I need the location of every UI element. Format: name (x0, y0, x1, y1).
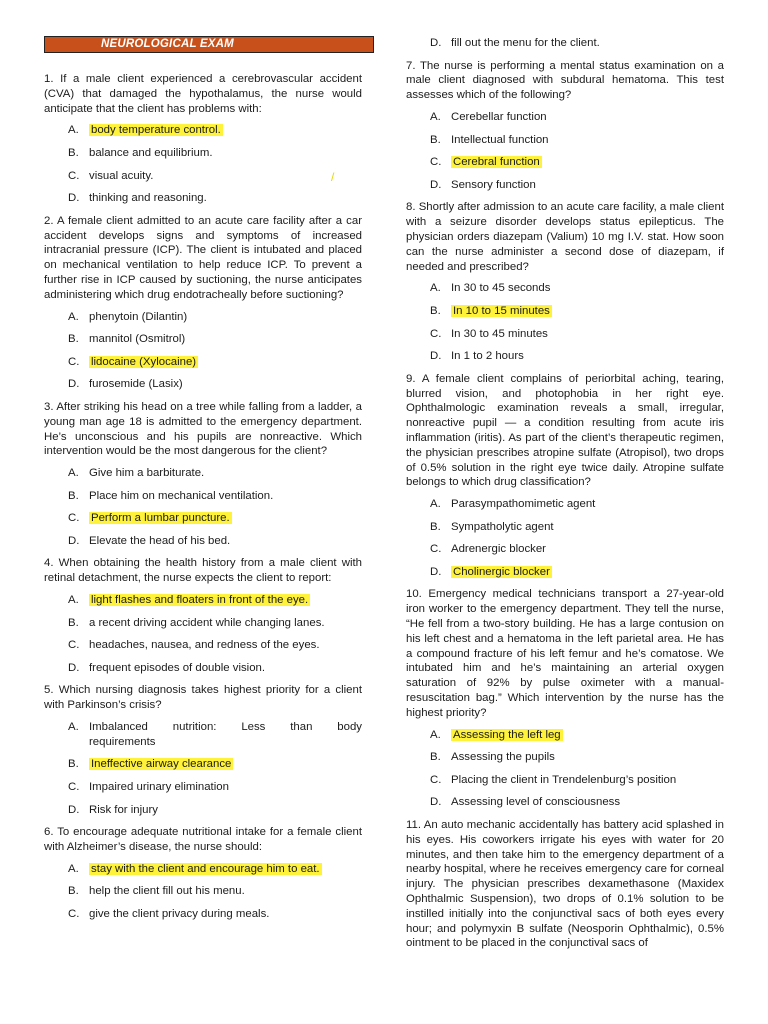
highlighted-answer: Perform a lumbar puncture. (91, 512, 230, 525)
answer-option (44, 489, 362, 504)
answer-option (44, 169, 362, 184)
option-text: fill out the menu for the client. (451, 37, 600, 49)
question-4-options (44, 593, 362, 676)
option-letter: D. (68, 803, 80, 816)
answer-option (44, 757, 362, 772)
option-text: Give him a barbiturate. (89, 467, 205, 480)
answer-option (44, 332, 362, 347)
answer-option (406, 304, 724, 319)
option-text-line-1: Imbalanced nutrition: Less than body (89, 721, 362, 734)
question-6-options-continued (406, 36, 724, 51)
option-text: visual acuity. (89, 169, 154, 182)
option-letter: C. (430, 773, 442, 786)
option-letter: C. (68, 639, 80, 652)
answer-option (44, 310, 362, 325)
highlighted-answer: body temperature control. (91, 124, 221, 137)
answer-option (406, 795, 724, 810)
answer-option (44, 534, 362, 549)
option-letter: C. (68, 169, 80, 182)
question-8-options (406, 281, 724, 364)
question-8: 8. Shortly after admission to an acute care facility, a male client with a seizure disorder develops status epilepticus. The physician orders diazepam (Valium) 10 mg I.V. stat. How soon can the nurse administer a second dose of diazepam, if needed and prescribed? (406, 201, 724, 273)
option-letter: B. (68, 489, 79, 502)
option-letter: B. (68, 885, 79, 898)
option-text: Risk for injury (89, 803, 158, 816)
highlighted-answer: stay with the client and encourage him to eat. (91, 862, 320, 875)
option-letter: B. (68, 333, 79, 346)
question-5-options (44, 720, 362, 817)
option-text: Placing the client in Trendelenburg’s position (451, 773, 677, 786)
question-9: 9. A female client complains of periorbital aching, tearing, blurred vision, and photophobia in her right eye. Ophthalmologic examination reveals a small, irregular, nonreactive pupil — a condition resulting from acute iris inflammation (iritis). As part of the client’s therapeutic regimen, the physician prescribes atropine sulfate (Atropisol), two drops of 0.5% solution in the right eye twice daily. Atropine sulfate belongs to which drug classification? (406, 372, 724, 489)
option-text: Cerebellar function (451, 110, 547, 123)
answer-option (406, 133, 724, 148)
option-letter: B. (430, 751, 441, 764)
option-letter: C. (68, 512, 80, 525)
option-letter: B. (430, 520, 441, 533)
question-2-options (44, 310, 362, 393)
answer-option (406, 178, 724, 193)
answer-option (406, 281, 724, 296)
question-10: 10. Emergency medical technicians transport a 27-year-old iron worker to the emergency department. They tell the nurse, “He fell from a two-story building. He has a large contusion on his left chest and a hematoma in the left parietal area. He has a compound fracture of his left femur and he’s comatose. We intubated him and he’s maintaining an arterial oxygen saturation of 92% by pulse oximeter with a manual-resuscitation bag.” Which intervention by the nurse has the highest priority? (406, 588, 724, 719)
answer-option (44, 661, 362, 676)
option-letter: D. (430, 565, 442, 578)
option-text: give the client privacy during meals. (89, 908, 270, 920)
option-text: Assessing the pupils (451, 751, 555, 764)
option-letter: D. (430, 796, 442, 809)
option-text: Place him on mechanical ventilation. (89, 489, 274, 502)
answer-option (44, 123, 362, 138)
answer-option (406, 497, 724, 512)
option-text: balance and equilibrium. (89, 146, 213, 159)
answer-option (406, 750, 724, 765)
option-text-line-2: requirements (89, 735, 156, 748)
question-2: 2. A female client admitted to an acute care facility after a car accident develops signs and symptoms of increased intracranial pressure (ICP). The client is intubated and placed on mechanical ventilation to help reduce ICP. To prevent a further rise in ICP caused by suctioning, the nurse anticipates administering which drug endotracheally before suctioning? (44, 214, 362, 301)
question-1-options (44, 123, 362, 206)
option-letter: C. (430, 327, 442, 340)
question-3: 3. After striking his head on a tree while falling from a ladder, a young man age 18 is admitted to the emergency department. He’s unconscious and his pupils are nonreactive. Which intervention would be the most dangerous for the client? (44, 400, 362, 458)
answer-option (406, 36, 724, 51)
option-text: frequent episodes of double vision. (89, 661, 266, 674)
answer-option (406, 565, 724, 580)
option-letter: A. (68, 310, 79, 323)
stray-pen-mark: / (331, 170, 335, 184)
answer-option (406, 110, 724, 125)
answer-option (44, 593, 362, 608)
option-letter: C. (430, 543, 442, 556)
option-letter: B. (68, 146, 79, 159)
option-letter: A. (68, 862, 79, 875)
option-letter: C. (68, 781, 80, 794)
option-letter: B. (68, 616, 79, 629)
answer-option (44, 616, 362, 631)
answer-option (44, 355, 362, 370)
page-title: NEUROLOGICAL EXAM (44, 36, 374, 53)
option-letter: D. (430, 350, 442, 363)
option-text: In 30 to 45 seconds (451, 282, 551, 295)
option-text: Impaired urinary elimination (89, 781, 229, 794)
option-letter: C. (430, 156, 442, 169)
question-7: 7. The nurse is performing a mental status examination on a male client diagnosed with subdural hematoma. This test assesses which of the following? (406, 59, 724, 102)
left-column (44, 36, 362, 930)
answer-option (406, 728, 724, 743)
question-7-options (406, 110, 724, 193)
option-letter: B. (68, 758, 79, 771)
option-letter: D. (68, 534, 80, 547)
question-6-options (44, 862, 362, 922)
highlighted-answer: Cerebral function (453, 156, 540, 169)
option-letter: D. (68, 378, 80, 391)
option-letter: D. (68, 661, 80, 674)
answer-option (44, 720, 362, 750)
answer-option (44, 803, 362, 818)
option-letter: D. (68, 192, 80, 205)
option-letter: D. (430, 37, 442, 49)
answer-option (44, 466, 362, 481)
option-letter: B. (430, 133, 441, 146)
option-letter: C. (68, 355, 80, 368)
question-5: 5. Which nursing diagnosis takes highest priority for a client with Parkinson’s crisis? (44, 684, 362, 712)
option-text: mannitol (Osmitrol) (89, 333, 186, 346)
option-text: help the client fill out his menu. (89, 885, 245, 898)
option-text: thinking and reasoning. (89, 192, 207, 205)
option-text: Assessing level of consciousness (451, 796, 621, 809)
option-text: Intellectual function (451, 133, 549, 146)
answer-option (44, 377, 362, 392)
option-text: Adrenergic blocker (451, 543, 546, 556)
answer-option (44, 191, 362, 206)
option-letter: B. (430, 304, 441, 317)
option-text: In 1 to 2 hours (451, 350, 524, 363)
option-text: Parasympathomimetic agent (451, 498, 596, 511)
highlighted-answer: lidocaine (Xylocaine) (91, 355, 197, 368)
highlighted-answer: In 10 to 15 minutes (453, 304, 550, 317)
option-letter: A. (68, 124, 79, 137)
answer-option (406, 349, 724, 364)
question-1: 1. If a male client experienced a cerebrovascular accident (CVA) that damaged the hypothalamus, the nurse would anticipate that the client has problems with: (44, 73, 362, 115)
option-letter: C. (68, 908, 80, 920)
answer-option (44, 638, 362, 653)
answer-option (406, 542, 724, 557)
option-text: a recent driving accident while changing lanes. (89, 616, 325, 629)
highlighted-answer: light flashes and floaters in front of the eye. (91, 594, 309, 607)
question-4: 4. When obtaining the health history from a male client with retinal detachment, the nurse expects the client to report: (44, 557, 362, 585)
question-10-options (406, 728, 724, 811)
highlighted-answer: Ineffective airway clearance (91, 758, 232, 771)
highlighted-answer: Assessing the left leg (453, 728, 561, 741)
highlighted-answer: Cholinergic blocker (453, 565, 550, 578)
right-column (406, 36, 724, 958)
answer-option (44, 511, 362, 526)
answer-option (44, 862, 362, 877)
answer-option (44, 780, 362, 795)
option-text: Sensory function (451, 178, 536, 191)
answer-option (406, 155, 724, 170)
answer-option (44, 907, 362, 922)
question-3-options (44, 466, 362, 549)
answer-option (406, 327, 724, 342)
option-letter: A. (68, 594, 79, 607)
option-letter: A. (430, 728, 441, 741)
option-letter: A. (68, 467, 79, 480)
option-letter: A. (430, 282, 441, 295)
answer-option (44, 884, 362, 899)
option-text: phenytoin (Dilantin) (89, 310, 188, 323)
option-letter: A. (68, 721, 79, 734)
question-11: 11. An auto mechanic accidentally has battery acid splashed in his eyes. His coworkers irrigate his eyes with water for 20 minutes, and then take him to the emergency department of a nearby hospital, where he receives emergency care for corneal injury. The physician prescribes dexamethasone (Maxidex Ophthalmic Suspension), two drops of 0.1% solution to be instilled initially into the conjunctival sacs of both eyes every hour; and polymyxin B sulfate (Neosporin Ophthalmic), 0.5% ointment to be placed in the conjunctival sacs of (406, 819, 724, 950)
option-letter: A. (430, 110, 441, 123)
option-letter: D. (430, 178, 442, 191)
question-9-options (406, 497, 724, 580)
option-text: furosemide (Lasix) (89, 378, 183, 391)
option-text: headaches, nausea, and redness of the eyes. (89, 639, 320, 652)
answer-option (406, 773, 724, 788)
option-letter: A. (430, 498, 441, 511)
question-6: 6. To encourage adequate nutritional intake for a female client with Alzheimer’s disease, the nurse should: (44, 826, 362, 854)
option-text: Elevate the head of his bed. (89, 534, 231, 547)
answer-option (44, 146, 362, 161)
option-text: Sympatholytic agent (451, 520, 554, 533)
answer-option (406, 520, 724, 535)
option-text: In 30 to 45 minutes (451, 327, 548, 340)
